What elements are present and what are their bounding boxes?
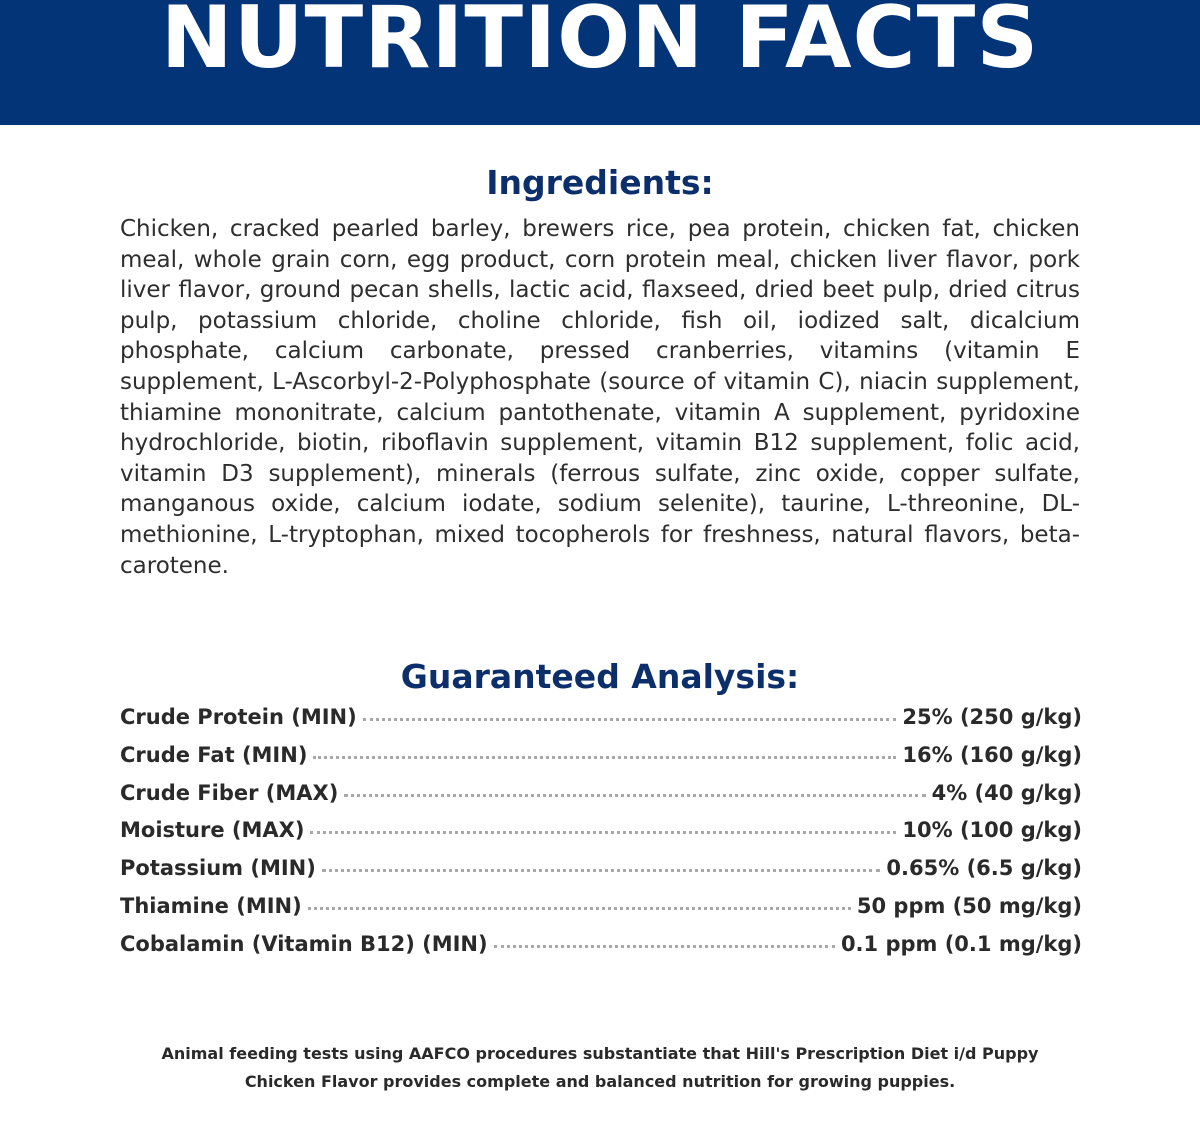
analysis-row-crude-protein (120, 705, 1082, 743)
analysis-value: 10% (100 g/kg) (902, 818, 1082, 843)
dot-leader (494, 945, 835, 948)
analysis-value: 25% (250 g/kg) (902, 705, 1082, 729)
dot-leader (308, 907, 851, 910)
aafco-statement-line-2: Chicken Flavor provides complete and balanced nutrition for growing puppies. (244, 1072, 956, 1091)
dot-leader (322, 869, 881, 872)
analysis-row-thiamine (120, 894, 1082, 932)
guaranteed-analysis-heading: Guaranteed Analysis: (400, 657, 800, 696)
dot-leader (310, 831, 896, 834)
analysis-label: Moisture (MAX) (120, 818, 305, 843)
aafco-statement-line-1: Animal feeding tests using AAFCO procedures substantiate that Hill's Prescription Diet i/d Puppy (161, 1044, 1039, 1063)
analysis-value: 0.65% (6.5 g/kg) (886, 856, 1082, 881)
analysis-value: 4% (40 g/kg) (931, 780, 1082, 805)
ingredients-heading: Ingredients: (486, 163, 714, 202)
dot-leader (363, 718, 897, 721)
analysis-label: Potassium (MIN) (120, 856, 316, 881)
analysis-label: Crude Protein (MIN) (120, 705, 357, 729)
analysis-row-potassium (120, 856, 1082, 894)
analysis-label: Crude Fat (MIN) (120, 742, 308, 767)
guaranteed-analysis-table (120, 705, 1082, 970)
aafco-statement (100, 1040, 1100, 1096)
dot-leader (344, 794, 925, 797)
analysis-value: 50 ppm (50 mg/kg) (856, 893, 1082, 918)
analysis-label: Cobalamin (Vitamin B12) (MIN) (120, 931, 488, 956)
analysis-row-cobalamin (120, 932, 1082, 970)
analysis-value: 16% (160 g/kg) (902, 742, 1082, 767)
title-banner (0, 0, 1200, 125)
page-title: NUTRITION FACTS (160, 0, 1040, 88)
analysis-value: 0.1 ppm (0.1 mg/kg) (840, 931, 1082, 956)
analysis-row-crude-fiber (120, 781, 1082, 819)
analysis-row-crude-fat (120, 743, 1082, 781)
analysis-label: Crude Fiber (MAX) (120, 780, 339, 805)
dot-leader (313, 756, 896, 759)
analysis-row-moisture (120, 818, 1082, 856)
ingredients-list: Chicken, cracked pearled barley, brewers rice, pea protein, chicken fat, chicken meal, whole grain corn, egg product, corn protein meal, chicken liver flavor, pork liver flavor, ground pecan shells, lactic acid, flaxseed, dried beet pulp, dried citrus pulp, potassium chloride, choline chloride, fish oil, iodized salt, dicalcium phosphate, calcium carbonate, pressed cranberries, vitamins (vitamin E supplement, L-Ascorbyl-2-Polyphosphate (source of vitamin C), niacin supplement, thiamine mononitrate, calcium pantothenate, vitamin A supplement, pyridoxine hydrochloride, biotin, riboflavin supplement, vitamin B12 supplement, folic acid, vitamin D3 supplement), minerals (ferrous sulfate, zinc oxide, copper sulfate, manganous oxide, calcium iodate, sodium selenite), taurine, L-threonine, DL-methionine, L-tryptophan, mixed tocopherols for freshness, natural flavors, beta-carotene. (120, 216, 1080, 579)
analysis-label: Thiamine (MIN) (120, 893, 302, 918)
